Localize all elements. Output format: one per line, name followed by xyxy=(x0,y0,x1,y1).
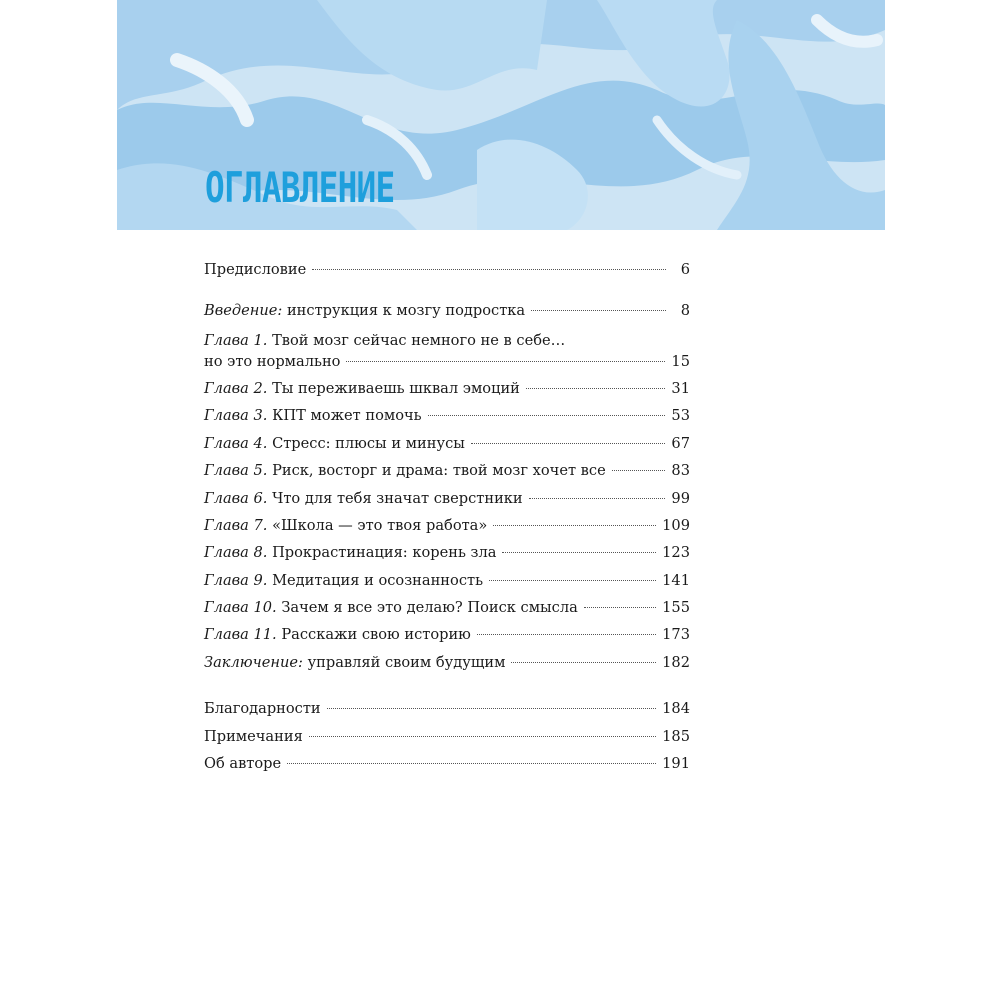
toc-entry-chapter-6: Глава 6. Что для тебя значат сверстники 99 xyxy=(204,490,690,507)
toc-entry-chapter-1: но это нормально 15 xyxy=(204,353,690,370)
toc-entry-notes: Примечания 185 xyxy=(204,728,690,745)
toc-entry-about-author: Об авторе 191 xyxy=(204,755,690,772)
toc-entry-chapter-5: Глава 5. Риск, восторг и драма: твой мозг хочет все 83 xyxy=(204,462,690,479)
toc-entry-introduction: Введение: инструкция к мозгу подростка 8 xyxy=(204,302,690,319)
toc-entry-chapter-11: Глава 11. Расскажи свою историю 173 xyxy=(204,626,690,643)
header-banner xyxy=(117,0,885,230)
toc-entry-preface: Предисловие 6 xyxy=(204,261,690,278)
toc-entry-conclusion: Заключение: управляй своим будущим 182 xyxy=(204,654,690,671)
toc-entry-chapter-8: Глава 8. Прокрастинация: корень зла 123 xyxy=(204,544,690,561)
toc-entry-acknowledgements: Благодарности 184 xyxy=(204,700,690,717)
toc-entry-chapter-7: Глава 7. «Школа — это твоя работа» 109 xyxy=(204,517,690,534)
toc-entry-chapter-10: Глава 10. Зачем я все это делаю? Поиск смысла 155 xyxy=(204,599,690,616)
toc-entry-chapter-9: Глава 9. Медитация и осознанность 141 xyxy=(204,572,690,589)
toc-entry-chapter-3: Глава 3. КПТ может помочь 53 xyxy=(204,407,690,424)
toc-entry-chapter-4: Глава 4. Стресс: плюсы и минусы 67 xyxy=(204,435,690,452)
page-title: ОГЛАВЛЕНИЕ xyxy=(205,163,395,212)
toc-entry-chapter-1-line1: Глава 1. Твой мозг сейчас немного не в себе… xyxy=(204,332,566,349)
toc-entry-chapter-2: Глава 2. Ты переживаешь шквал эмоций 31 xyxy=(204,380,690,397)
